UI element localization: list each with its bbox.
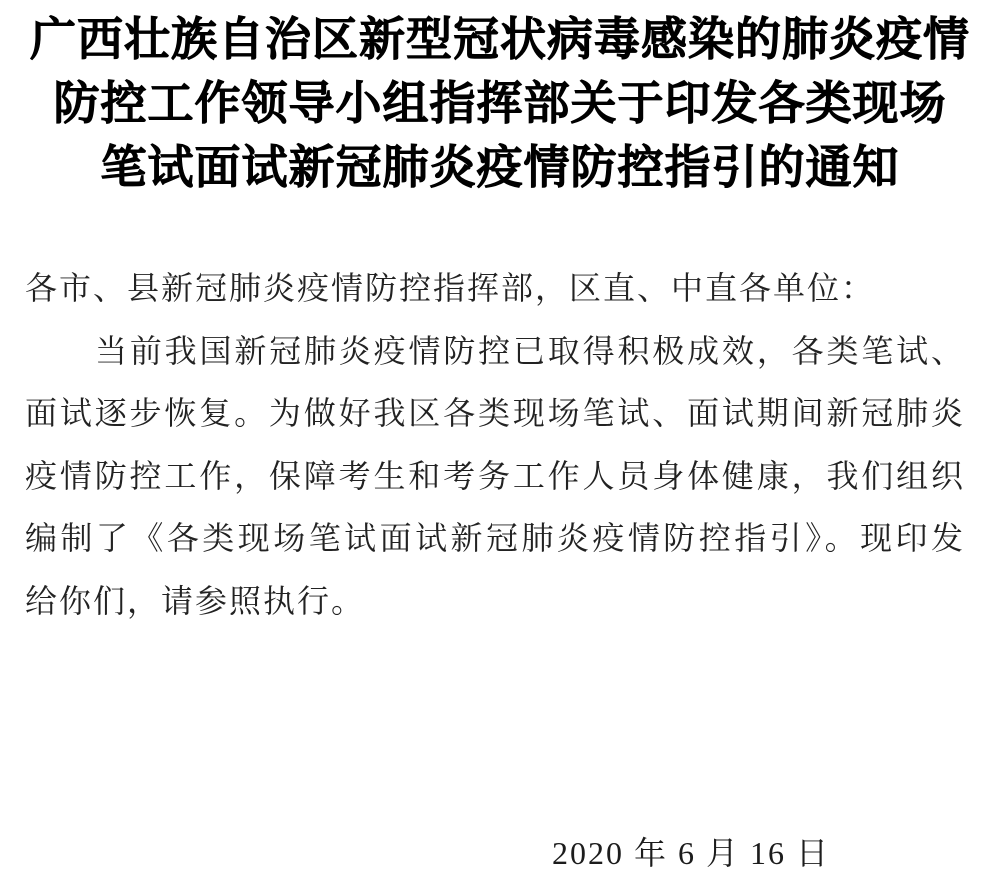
document-title: [0, 0, 1000, 200]
title-line-2: 防控工作领导小组指挥部关于印发各类现场: [53, 78, 947, 129]
document-body: [25, 257, 965, 632]
paragraph-line-5: 给你们，请参照执行。: [25, 582, 366, 619]
paragraph-line-2: 面试逐步恢复。为做好我区各类现场笔试、面试期间新冠肺炎: [25, 395, 965, 431]
title-line-3: 笔试面试新冠肺炎疫情防控指引的通知: [100, 142, 900, 193]
paragraph-line-1: 当前我国新冠肺炎疫情防控已取得积极成效，各类笔试、: [95, 332, 965, 369]
date-line: 2020 年 6 月 16 日: [551, 835, 830, 871]
salutation-line: 各市、县新冠肺炎疫情防控指挥部，区直、中直各单位：: [25, 270, 876, 306]
title-line-1: 广西壮族自治区新型冠状病毒感染的肺炎疫情: [30, 14, 970, 65]
paragraph-line-4: 编制了《各类现场笔试面试新冠肺炎疫情防控指引》。现印发: [25, 520, 965, 556]
paragraph-line-3: 疫情防控工作，保障考生和考务工作人员身体健康，我们组织: [25, 457, 965, 494]
